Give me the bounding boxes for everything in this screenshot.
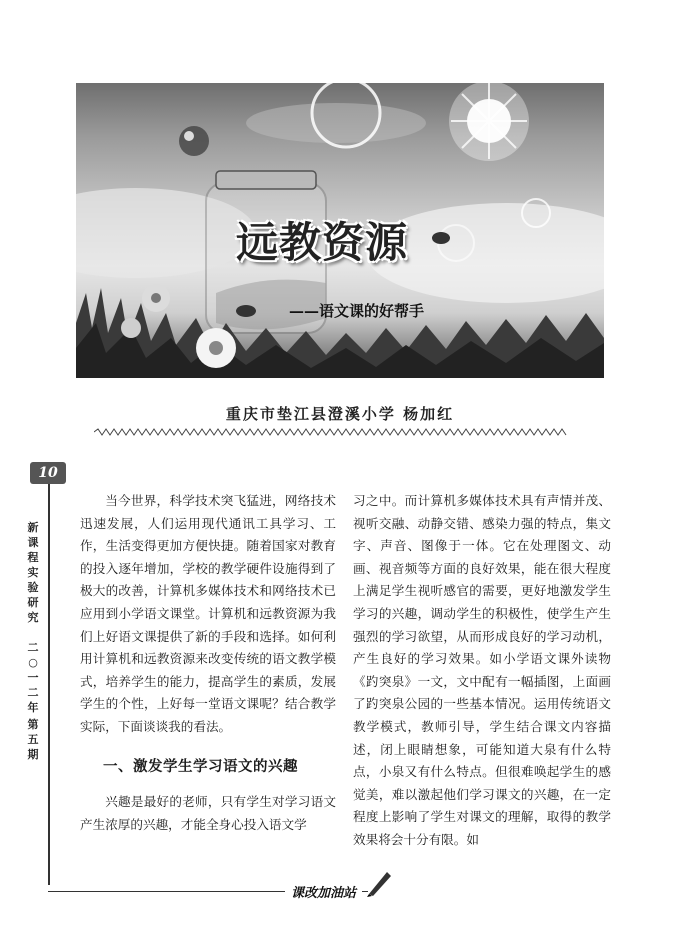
paragraph-intro: 当今世界，科学技术突飞猛进，网络技术迅速发展，人们运用现代通讯工具学习、工作，生活变得更加方便快捷。随着国家对教育的投入逐年增加，学校的教学硬件设施得到了极大的改善，计算机多媒体技术和网络技术已应用到小学语文课堂。计算机和远教资源为我们上好语文课提供了新的手段和选择。如何利用计算机和远教资源来改变传统的语文教学模式，培养学生的能力，提高学生的素质，发展学生的个性，上好每一堂语文课呢？结合教学实际，下面谈谈我的看法。 <box>80 493 336 734</box>
journal-year: 二○一二年 <box>27 641 39 714</box>
margin-rule <box>48 480 50 885</box>
wavy-divider <box>94 428 586 436</box>
author-line: 重庆市垫江县澄溪小学 杨加红 <box>225 405 455 423</box>
pen-icon <box>365 868 395 898</box>
body-column-left <box>80 490 336 836</box>
banner-image <box>76 83 604 378</box>
journal-name: 新课程实验研究 <box>27 521 39 624</box>
banner-subtitle: ——语文课的好帮手 <box>289 302 425 320</box>
paragraph-interest-cont: 习之中。而计算机多媒体技术具有声情并茂、视听交融、动静交错、感染力强的特点，集文字、声音、图像于一体。它在处理图文、动画、视音频等方面的良好效果，能在很大程度上满足学生视听感官的需要，更好地激发学生学习的兴趣，调动学生的积极性，使学生产生强烈的学习欲望，从而形成良好的学习动机，产生良好的学习效果。如小学语文课外读物《趵突泉》一文，文中配有一幅插图，上面画了趵突泉公园的一些基本情况。运用传统语文教学模式，教师引导，学生结合课文内容描述，闭上眼睛想象，可能知道大泉有什么特点，小泉又有什么特点。但很难唤起学生的感觉美，难以激起他们学习课文的兴趣，在一定程度上影响了学生对课文的理解，取得的教学效果将会十分有限。如 <box>353 493 611 847</box>
footer-label: 课改加油站 <box>285 882 362 901</box>
body-column-right <box>353 490 611 852</box>
section-heading: 一、激发学生学习语文的兴趣 <box>103 758 298 775</box>
journal-issue: 第五期 <box>27 718 39 761</box>
paragraph-interest-start: 兴趣是最好的老师，只有学生对学习语文产生浓厚的兴趣，才能全身心投入语文学 <box>80 794 336 832</box>
page-number: 10 <box>30 462 66 484</box>
banner-title: 远教资源 <box>236 218 409 267</box>
